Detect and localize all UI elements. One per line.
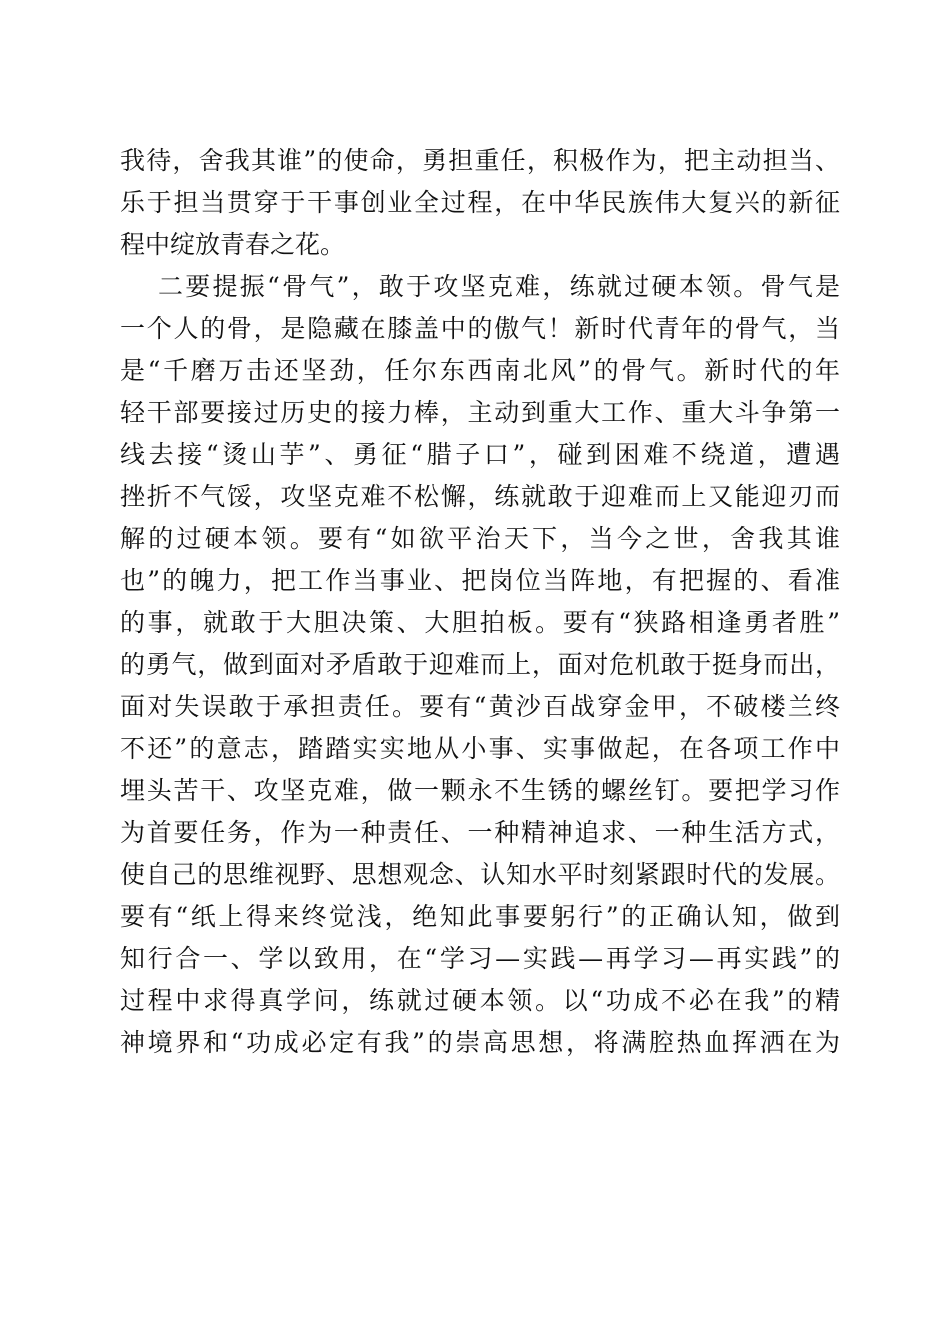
document-body (120, 140, 840, 1106)
text-line: 过程中求得真学问，练就过硬本领。以“功成不必在我”的精 (120, 986, 840, 1015)
text-line: 轻干部要接过历史的接力棒，主动到重大工作、重大斗争第一 (120, 398, 840, 427)
text-line: 知行合一、学以致用，在“学习—实践—再学习—再实践”的 (120, 944, 840, 973)
text-line: 解的过硬本领。要有“如欲平治天下，当今之世，舍我其谁 (120, 524, 840, 553)
text-line: 程中绽放青春之花。 (120, 230, 346, 259)
text-line: 神境界和“功成必定有我”的崇高思想，将满腔热血挥洒在为 (120, 1028, 840, 1057)
text-line (120, 1064, 840, 1106)
text-line: 我待，舍我其谁”的使命，勇担重任，积极作为，把主动担当、 (120, 146, 840, 175)
text-line: 为首要任务，作为一种责任、一种精神追求、一种生活方式， (120, 818, 840, 847)
text-line: 一个人的骨，是隐藏在膝盖中的傲气！新时代青年的骨气，当 (120, 314, 840, 343)
text-line: 的勇气，做到面对矛盾敢于迎难而上，面对危机敢于挺身而出， (120, 650, 840, 679)
text-line: 面对失误敢于承担责任。要有“黄沙百战穿金甲，不破楼兰终 (120, 692, 840, 721)
text-line: 二要提振“骨气”，敢于攻坚克难，练就过硬本领。骨气是 (158, 272, 840, 301)
paragraph-1 (120, 140, 840, 266)
text-line: 也”的魄力，把工作当事业、把岗位当阵地，有把握的、看准 (120, 566, 840, 595)
text-line: 乐于担当贯穿于干事创业全过程，在中华民族伟大复兴的新征 (120, 188, 840, 217)
text-line: 的事，就敢于大胆决策、大胆拍板。要有“狭路相逢勇者胜” (120, 608, 840, 637)
text-line: 线去接“烫山芋”、勇征“腊子口”，碰到困难不绕道，遭遇 (120, 440, 840, 469)
text-line: 不还”的意志，踏踏实实地从小事、实事做起，在各项工作中 (120, 734, 840, 763)
text-line: 是“千磨万击还坚劲，任尔东西南北风”的骨气。新时代的年 (120, 356, 840, 385)
paragraph-2 (120, 266, 840, 1106)
text-line: 挫折不气馁，攻坚克难不松懈，练就敢于迎难而上又能迎刃而 (120, 482, 840, 511)
text-line: 使自己的思维视野、思想观念、认知水平时刻紧跟时代的发展。 (120, 860, 840, 889)
text-line: 埋头苦干、攻坚克难，做一颗永不生锈的螺丝钉。要把学习作 (120, 776, 840, 805)
text-line: 要有“纸上得来终觉浅，绝知此事要躬行”的正确认知，做到 (120, 902, 840, 931)
